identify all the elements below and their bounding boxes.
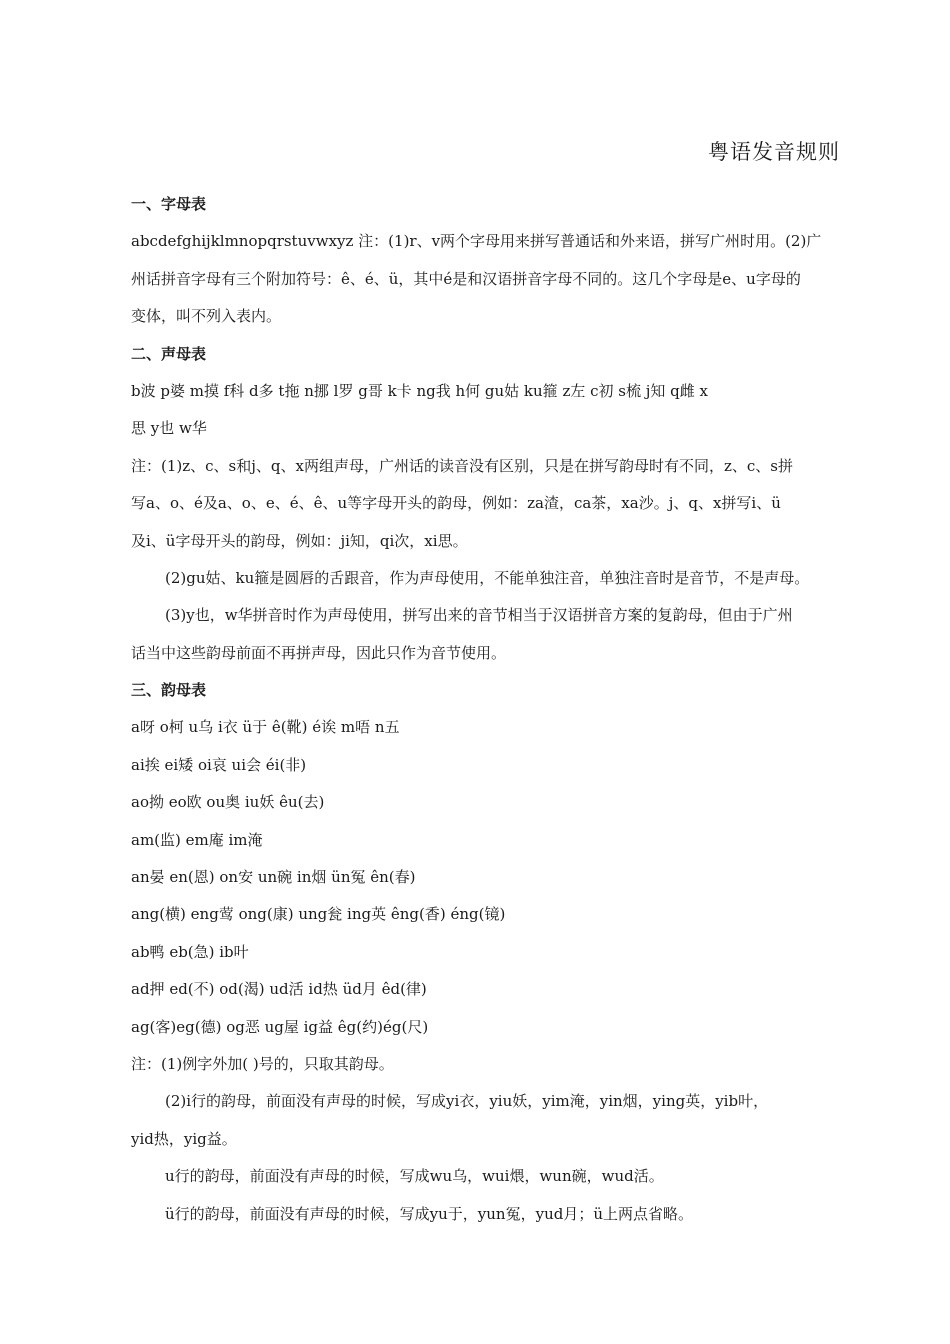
section-heading: 二、声母表 xyxy=(131,344,207,363)
text-line: u行的韵母，前面没有声母的时候，写成wu乌，wui煨，wun碗，wud活。 xyxy=(165,1167,664,1186)
text-line: b波 p婆 m摸 f科 d多 t拖 n挪 l罗 g哥 k卡 ng我 h何 gu姑 ku箍 z左 c初 s梳 j知 q雌 x xyxy=(131,381,709,400)
text-line: yid热，yig益。 xyxy=(131,1129,237,1148)
text-line: 州话拼音字母有三个附加符号：ê、é、ü，其中é是和汉语拼音字母不同的。这几个字母是e、u字母的 xyxy=(131,269,801,288)
text-line: am(监) em庵 im淹 xyxy=(131,830,263,849)
text-line: ab鸭 eb(急) ib叶 xyxy=(131,942,249,961)
text-line: an晏 en(恩) on安 un碗 in烟 ün冤 ên(春) xyxy=(131,868,416,887)
text-line: ao拗 eo欧 ou奥 iu妖 êu(去) xyxy=(131,793,325,812)
text-line: a呀 o柯 u乌 i衣 ü于 ê(靴) é诶 m唔 n五 xyxy=(131,718,400,737)
text-line: 思 y也 w华 xyxy=(131,419,207,438)
section-heading: 一、字母表 xyxy=(131,195,207,213)
text-line: (3)y也，w华拼音时作为声母使用，拼写出来的音节相当于汉语拼音方案的复韵母，但由于广州 xyxy=(165,606,793,625)
document-title: 粤语发音规则 xyxy=(708,140,840,164)
text-line: 话当中这些韵母前面不再拼声母，因此只作为音节使用。 xyxy=(131,643,507,662)
text-line: 及i、ü字母开头的韵母，例如：ji知，qi次，xi思。 xyxy=(131,531,468,550)
text-line: ai挨 ei矮 oi哀 ui会 éi(非) xyxy=(131,755,307,774)
text-line: 注：(1)例字外加( )号的，只取其韵母。 xyxy=(131,1054,394,1073)
section-heading: 三、韵母表 xyxy=(131,681,207,700)
text-line: (2)gu姑、ku箍是圆唇的舌跟音，作为声母使用，不能单独注音，单独注音时是音节，不是声母。 xyxy=(165,568,810,587)
text-line: (2)i行的韵母，前面没有声母的时候，写成yi衣，yiu妖，yim淹，yin烟，ying英，yib叶， xyxy=(165,1092,769,1111)
text-line: abcdefghijklmnopqrstuvwxyz 注：(1)r、v两个字母用来拼写普通话和外来语，拼写广州时用。(2)广 xyxy=(131,232,822,251)
document-body xyxy=(131,186,886,1233)
text-line: 写a、o、é及a、o、e、é、ê、u等字母开头的韵母，例如：za渣，ca茶，xa沙。j、q、x拼写i、ü xyxy=(131,494,781,513)
text-line: 变体，叫不列入表内。 xyxy=(131,307,282,326)
text-line: ad押 ed(不) od(渴) ud活 id热 üd月 êd(律) xyxy=(131,980,427,999)
text-line: 注：(1)z、c、s和j、q、x两组声母，广州话的读音没有区别，只是在拼写韵母时有不同，z、c、s拼 xyxy=(131,456,793,475)
text-line: ag(客)eg(德) og恶 ug屋 ig益 êg(约)ég(尺) xyxy=(131,1017,429,1036)
text-line: ü行的韵母，前面没有声母的时候，写成yu于，yun冤，yud月；ü上两点省略。 xyxy=(165,1204,693,1223)
text-line: ang(横) eng莺 ong(康) ung瓮 ing英 êng(香) éng(镜) xyxy=(131,905,506,924)
